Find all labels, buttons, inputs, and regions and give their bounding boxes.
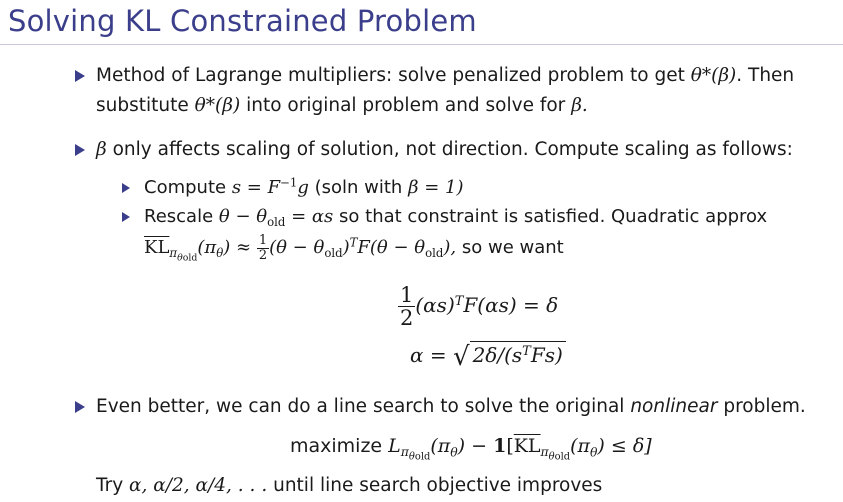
bullet-1-line-2-text: into original problem and solve for <box>246 95 566 116</box>
kl-arg: (π <box>197 237 217 259</box>
slide-title: Solving KL Constrained Problem <box>8 4 477 38</box>
inverse-exponent: −1 <box>280 175 298 190</box>
transpose-T: T <box>349 235 358 250</box>
eq1-den: 2 <box>400 306 414 331</box>
maximize-word: maximize <box>290 435 383 457</box>
bullet-1-line-1 <box>96 64 794 88</box>
bullet-1-text: Method of Lagrange multipliers: solve penalized problem to get <box>96 65 685 86</box>
bullet-1-line-2 <box>96 94 588 118</box>
try-word: Try <box>96 475 124 496</box>
eq3-pi-2: π <box>540 445 549 460</box>
bullet-3-marker <box>75 401 85 413</box>
eq3-end: ) ≤ δ] <box>597 435 652 457</box>
sub-bullet-2-marker <box>122 212 130 222</box>
pi-sub: π <box>169 246 178 261</box>
sub-bullet-2-line-2 <box>144 234 564 262</box>
eq3-arg-2-sub: θ <box>589 445 598 460</box>
sub-bullet-2-text: so that constraint is satisfied. Quadratic approx <box>339 206 768 227</box>
eq1-left: (αs) <box>415 293 455 318</box>
theta-minus-theta: θ − θ <box>218 206 268 227</box>
half-den: 2 <box>258 247 268 263</box>
bullet-2-marker <box>75 144 85 156</box>
beta-symbol-2: β <box>96 139 107 160</box>
indicator-one: 1 <box>493 435 507 457</box>
old-sub-4: old <box>425 246 444 261</box>
half-num: 1 <box>258 233 268 248</box>
bullet-2-line <box>96 138 793 162</box>
approx-sign: ) ≈ <box>223 237 252 259</box>
quad-3: F(θ − θ <box>357 237 426 259</box>
eq3-kl-bar: $\overline{KL}$ <box>513 435 541 457</box>
bullet-3-text-1: Even better, we can do a line search to solve the original <box>96 396 625 417</box>
theta-sub: θ <box>177 252 183 264</box>
old-subscript: old <box>267 215 286 230</box>
beta-symbol: β. <box>571 95 588 116</box>
eq3-old-2: old <box>554 451 571 463</box>
g-symbol: g <box>297 177 309 198</box>
eq3-old: old <box>414 451 431 463</box>
kl-arg-sub: θ <box>216 246 224 261</box>
s-equals-F: s = F <box>231 177 281 198</box>
eq3-arg: (π <box>430 435 451 457</box>
bullet-2-text: only affects scaling of solution, not direction. Compute scaling as follows: <box>112 139 793 160</box>
nonlinear-emph: nonlinear <box>630 396 718 417</box>
soln-note: (soln with <box>314 177 403 198</box>
theta-star-beta: θ*(β) <box>690 65 737 86</box>
eq3-arg-2: (π <box>570 435 590 457</box>
quad-1: (θ − θ <box>269 237 325 259</box>
eq3-arg-sub: θ <box>450 445 458 460</box>
equation-2 <box>410 342 566 372</box>
bullet-3-text-2: problem. <box>723 396 806 417</box>
theta-star-beta-2: θ*(β) <box>194 95 241 116</box>
last-line <box>96 474 602 498</box>
eq3-pi: π <box>400 445 409 460</box>
bullet-1-marker <box>75 70 85 82</box>
quad-2: ) <box>342 237 350 259</box>
sub-bullet-1-marker <box>122 183 130 193</box>
eq3-theta-2: θ <box>548 451 555 463</box>
equals-alpha-s: = αs <box>291 206 334 227</box>
sub-bullet-2-rescale: Rescale <box>144 206 214 227</box>
old-sub: old <box>182 252 198 264</box>
last-line-text: until line search objective improves <box>273 475 603 496</box>
sqrt-sign: √ <box>452 342 470 372</box>
L-symbol: L <box>388 435 401 457</box>
half-fraction <box>257 234 269 262</box>
title-divider <box>0 44 843 45</box>
sqrt-arg-1: 2δ/(s <box>472 343 523 367</box>
sub-bullet-1-text: Compute <box>144 177 227 198</box>
equation-3 <box>290 434 652 463</box>
so-we-want: so we want <box>461 237 564 259</box>
alpha-equals: α = <box>410 343 447 367</box>
eq1-T: T <box>454 293 464 309</box>
bullet-3-line <box>96 395 806 419</box>
sqrt-arg-2: Fs) <box>530 343 563 367</box>
beta-equals-one: β = 1) <box>408 177 464 198</box>
eq1-half <box>398 284 415 329</box>
eq1-num: 1 <box>400 283 414 307</box>
alpha-sequence: α, α/2, α/4, . . . <box>129 475 268 496</box>
sub-bullet-2-line-1 <box>144 205 767 229</box>
equation-1 <box>398 284 558 329</box>
sqrt-expr <box>452 342 566 372</box>
sqrt-T: T <box>522 343 531 359</box>
bullet-1-substitute: substitute <box>96 95 189 116</box>
kl-bar: $\overline{KL}$ <box>144 237 170 259</box>
bullet-1-then: . Then <box>736 65 795 86</box>
eq3-minus: ) − <box>457 435 488 457</box>
eq1-right: F(αs) = δ <box>463 293 559 318</box>
quad-4: ), <box>443 237 457 259</box>
eq3-bracket: [ <box>506 435 514 457</box>
old-sub-3: old <box>324 246 343 261</box>
sub-bullet-1-line <box>144 176 463 200</box>
eq3-theta: θ <box>408 451 415 463</box>
